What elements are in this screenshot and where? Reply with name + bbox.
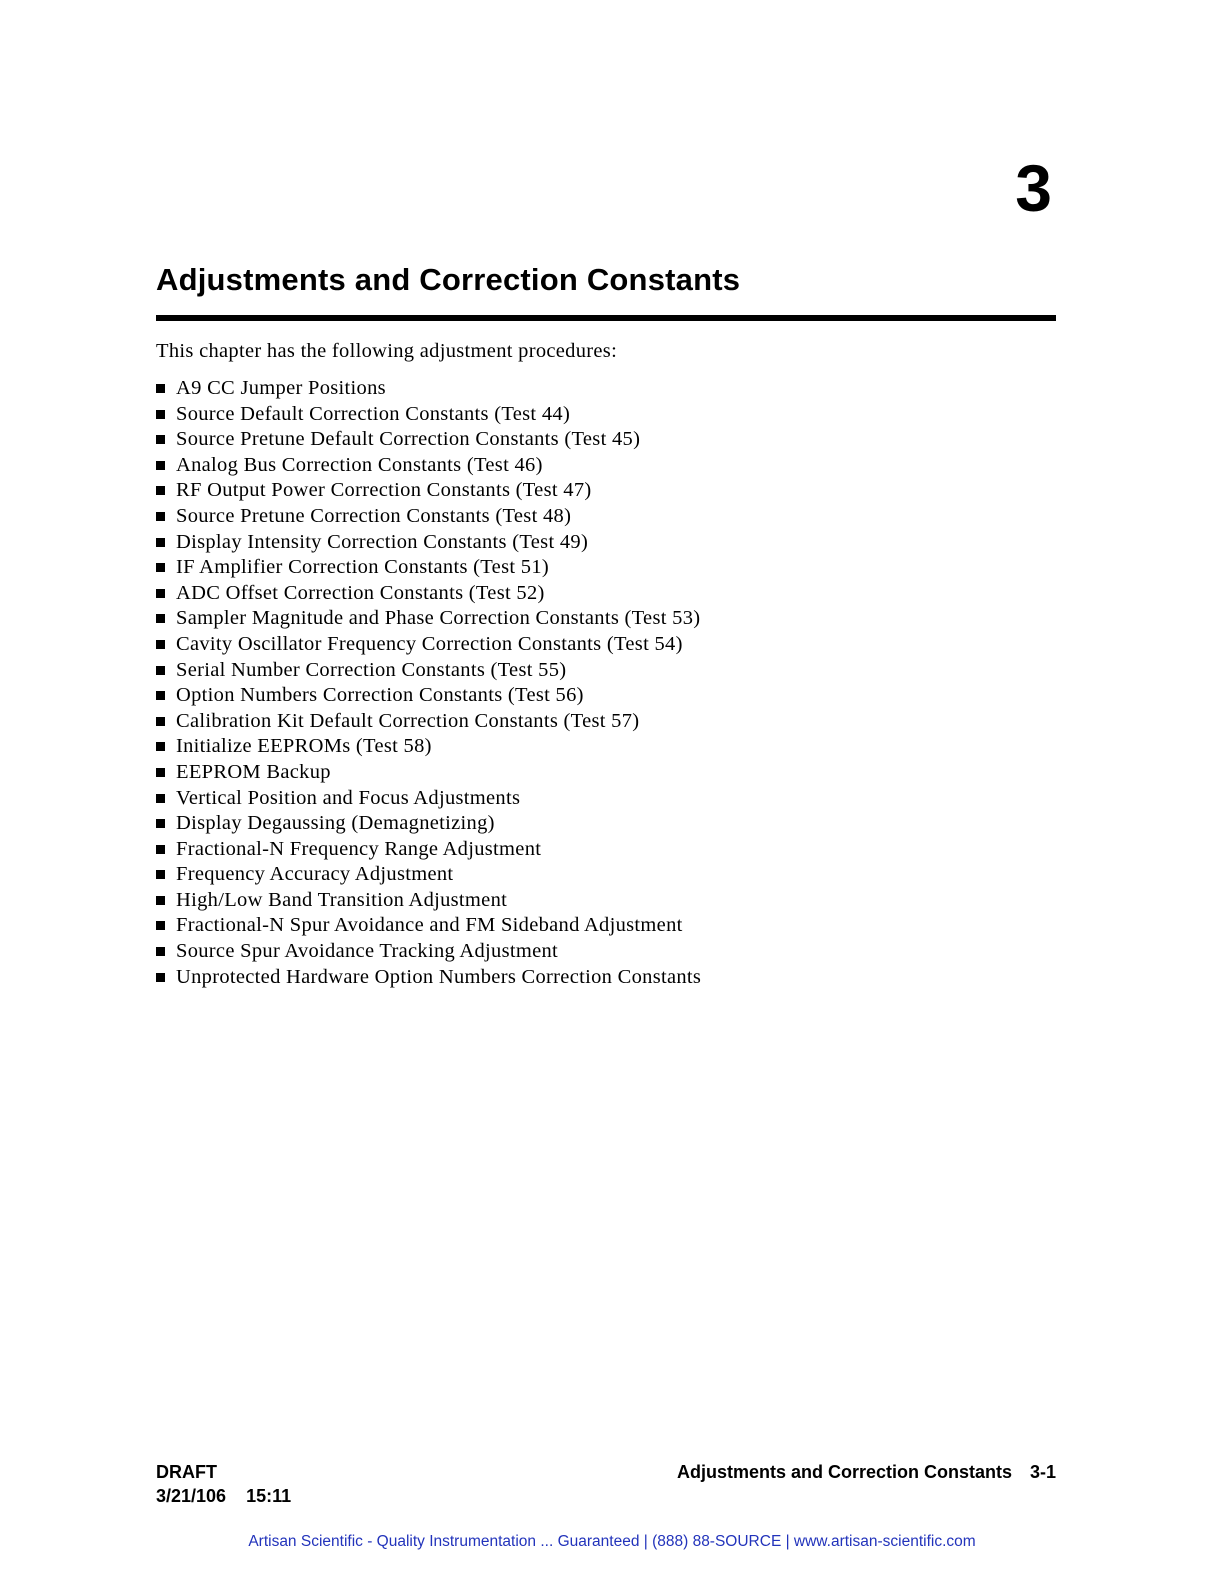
procedure-label: Source Pretune Default Correction Constants (Test 45) [176,428,641,451]
procedure-label: Analog Bus Correction Constants (Test 46) [176,453,543,476]
square-bullet-icon [156,384,165,393]
procedure-label: Display Degaussing (Demagnetizing) [176,812,495,835]
square-bullet-icon [156,538,165,547]
footer-page-number: 3-1 [1029,1462,1056,1482]
procedure-list-item [156,606,701,632]
procedure-label: Fractional-N Spur Avoidance and FM Sideband Adjustment [176,914,683,937]
square-bullet-icon [156,921,165,930]
procedure-list-item [156,453,701,479]
procedure-label: Initialize EEPROMs (Test 58) [176,735,432,758]
square-bullet-icon [156,973,165,982]
procedure-list-item [156,734,701,760]
square-bullet-icon [156,947,165,956]
procedure-list-item [156,939,701,965]
footer-left [156,1460,291,1508]
procedure-label: RF Output Power Correction Constants (Test 47) [176,479,592,502]
footer-timestamp [156,1484,291,1508]
square-bullet-icon [156,819,165,828]
procedure-label: Calibration Kit Default Correction Constants (Test 57) [176,709,640,732]
procedure-label: Source Pretune Correction Constants (Test 48) [176,504,572,527]
square-bullet-icon [156,410,165,419]
procedure-list-item [156,965,701,991]
procedure-list-item [156,530,701,556]
square-bullet-icon [156,614,165,623]
square-bullet-icon [156,563,165,572]
square-bullet-icon [156,486,165,495]
procedure-label: ADC Offset Correction Constants (Test 52) [176,581,545,604]
procedure-list-item [156,504,701,530]
square-bullet-icon [156,461,165,470]
square-bullet-icon [156,640,165,649]
procedure-list-item [156,811,701,837]
procedure-list-item [156,888,701,914]
chapter-number: 3 [1015,151,1052,225]
procedure-label: Vertical Position and Focus Adjustments [176,786,521,809]
procedure-label: Sampler Magnitude and Phase Correction Constants (Test 53) [176,607,701,630]
procedure-list-item [156,709,701,735]
procedure-label: Display Intensity Correction Constants (Test 49) [176,530,589,553]
footer-draft-label: DRAFT [156,1462,217,1482]
square-bullet-icon [156,666,165,675]
procedure-list-item [156,581,701,607]
procedure-label: IF Amplifier Correction Constants (Test 51) [176,556,550,579]
square-bullet-icon [156,794,165,803]
square-bullet-icon [156,896,165,905]
procedure-list-item [156,683,701,709]
chapter-title: Adjustments and Correction Constants [156,262,741,297]
procedure-list-item [156,427,701,453]
procedure-label: EEPROM Backup [176,760,331,783]
footer-date: 3/21/106 [156,1486,227,1506]
procedure-label: Source Spur Avoidance Tracking Adjustment [176,940,559,963]
procedure-list-item [156,658,701,684]
square-bullet-icon [156,691,165,700]
procedure-list-item [156,478,701,504]
procedure-list-item [156,913,701,939]
procedure-list-item [156,862,701,888]
square-bullet-icon [156,589,165,598]
intro-paragraph: This chapter has the following adjustment procedures: [156,340,618,362]
procedure-list-item [156,786,701,812]
footer-running-title: Adjustments and Correction Constants [676,1462,1012,1482]
square-bullet-icon [156,845,165,854]
procedure-list-item [156,632,701,658]
procedure-label: Option Numbers Correction Constants (Test 56) [176,684,584,707]
procedure-list-item [156,376,701,402]
procedure-label: Fractional-N Frequency Range Adjustment [176,837,542,860]
procedure-list [156,376,701,990]
procedure-list-item [156,402,701,428]
procedure-label: Frequency Accuracy Adjustment [176,863,454,886]
procedure-list-item [156,760,701,786]
procedure-list-item [156,555,701,581]
vendor-banner-link[interactable]: Artisan Scientific - Quality Instrumentation ... Guaranteed | (888) 88-SOURCE | www.artisan-scientific.com [248,1533,976,1550]
procedure-label: Unprotected Hardware Option Numbers Correction Constants [176,965,702,988]
footer-time: 15:11 [246,1486,292,1506]
title-rule [156,315,1056,321]
square-bullet-icon [156,435,165,444]
square-bullet-icon [156,870,165,879]
square-bullet-icon [156,768,165,777]
procedure-label: Source Default Correction Constants (Test 44) [176,402,571,425]
procedure-label: High/Low Band Transition Adjustment [176,888,508,911]
procedure-label: Cavity Oscillator Frequency Correction Constants (Test 54) [176,632,683,655]
square-bullet-icon [156,717,165,726]
procedure-list-item [156,837,701,863]
square-bullet-icon [156,742,165,751]
square-bullet-icon [156,512,165,521]
procedure-label: Serial Number Correction Constants (Test 55) [176,658,567,681]
footer-right [677,1460,1056,1484]
procedure-label: A9 CC Jumper Positions [176,377,386,399]
